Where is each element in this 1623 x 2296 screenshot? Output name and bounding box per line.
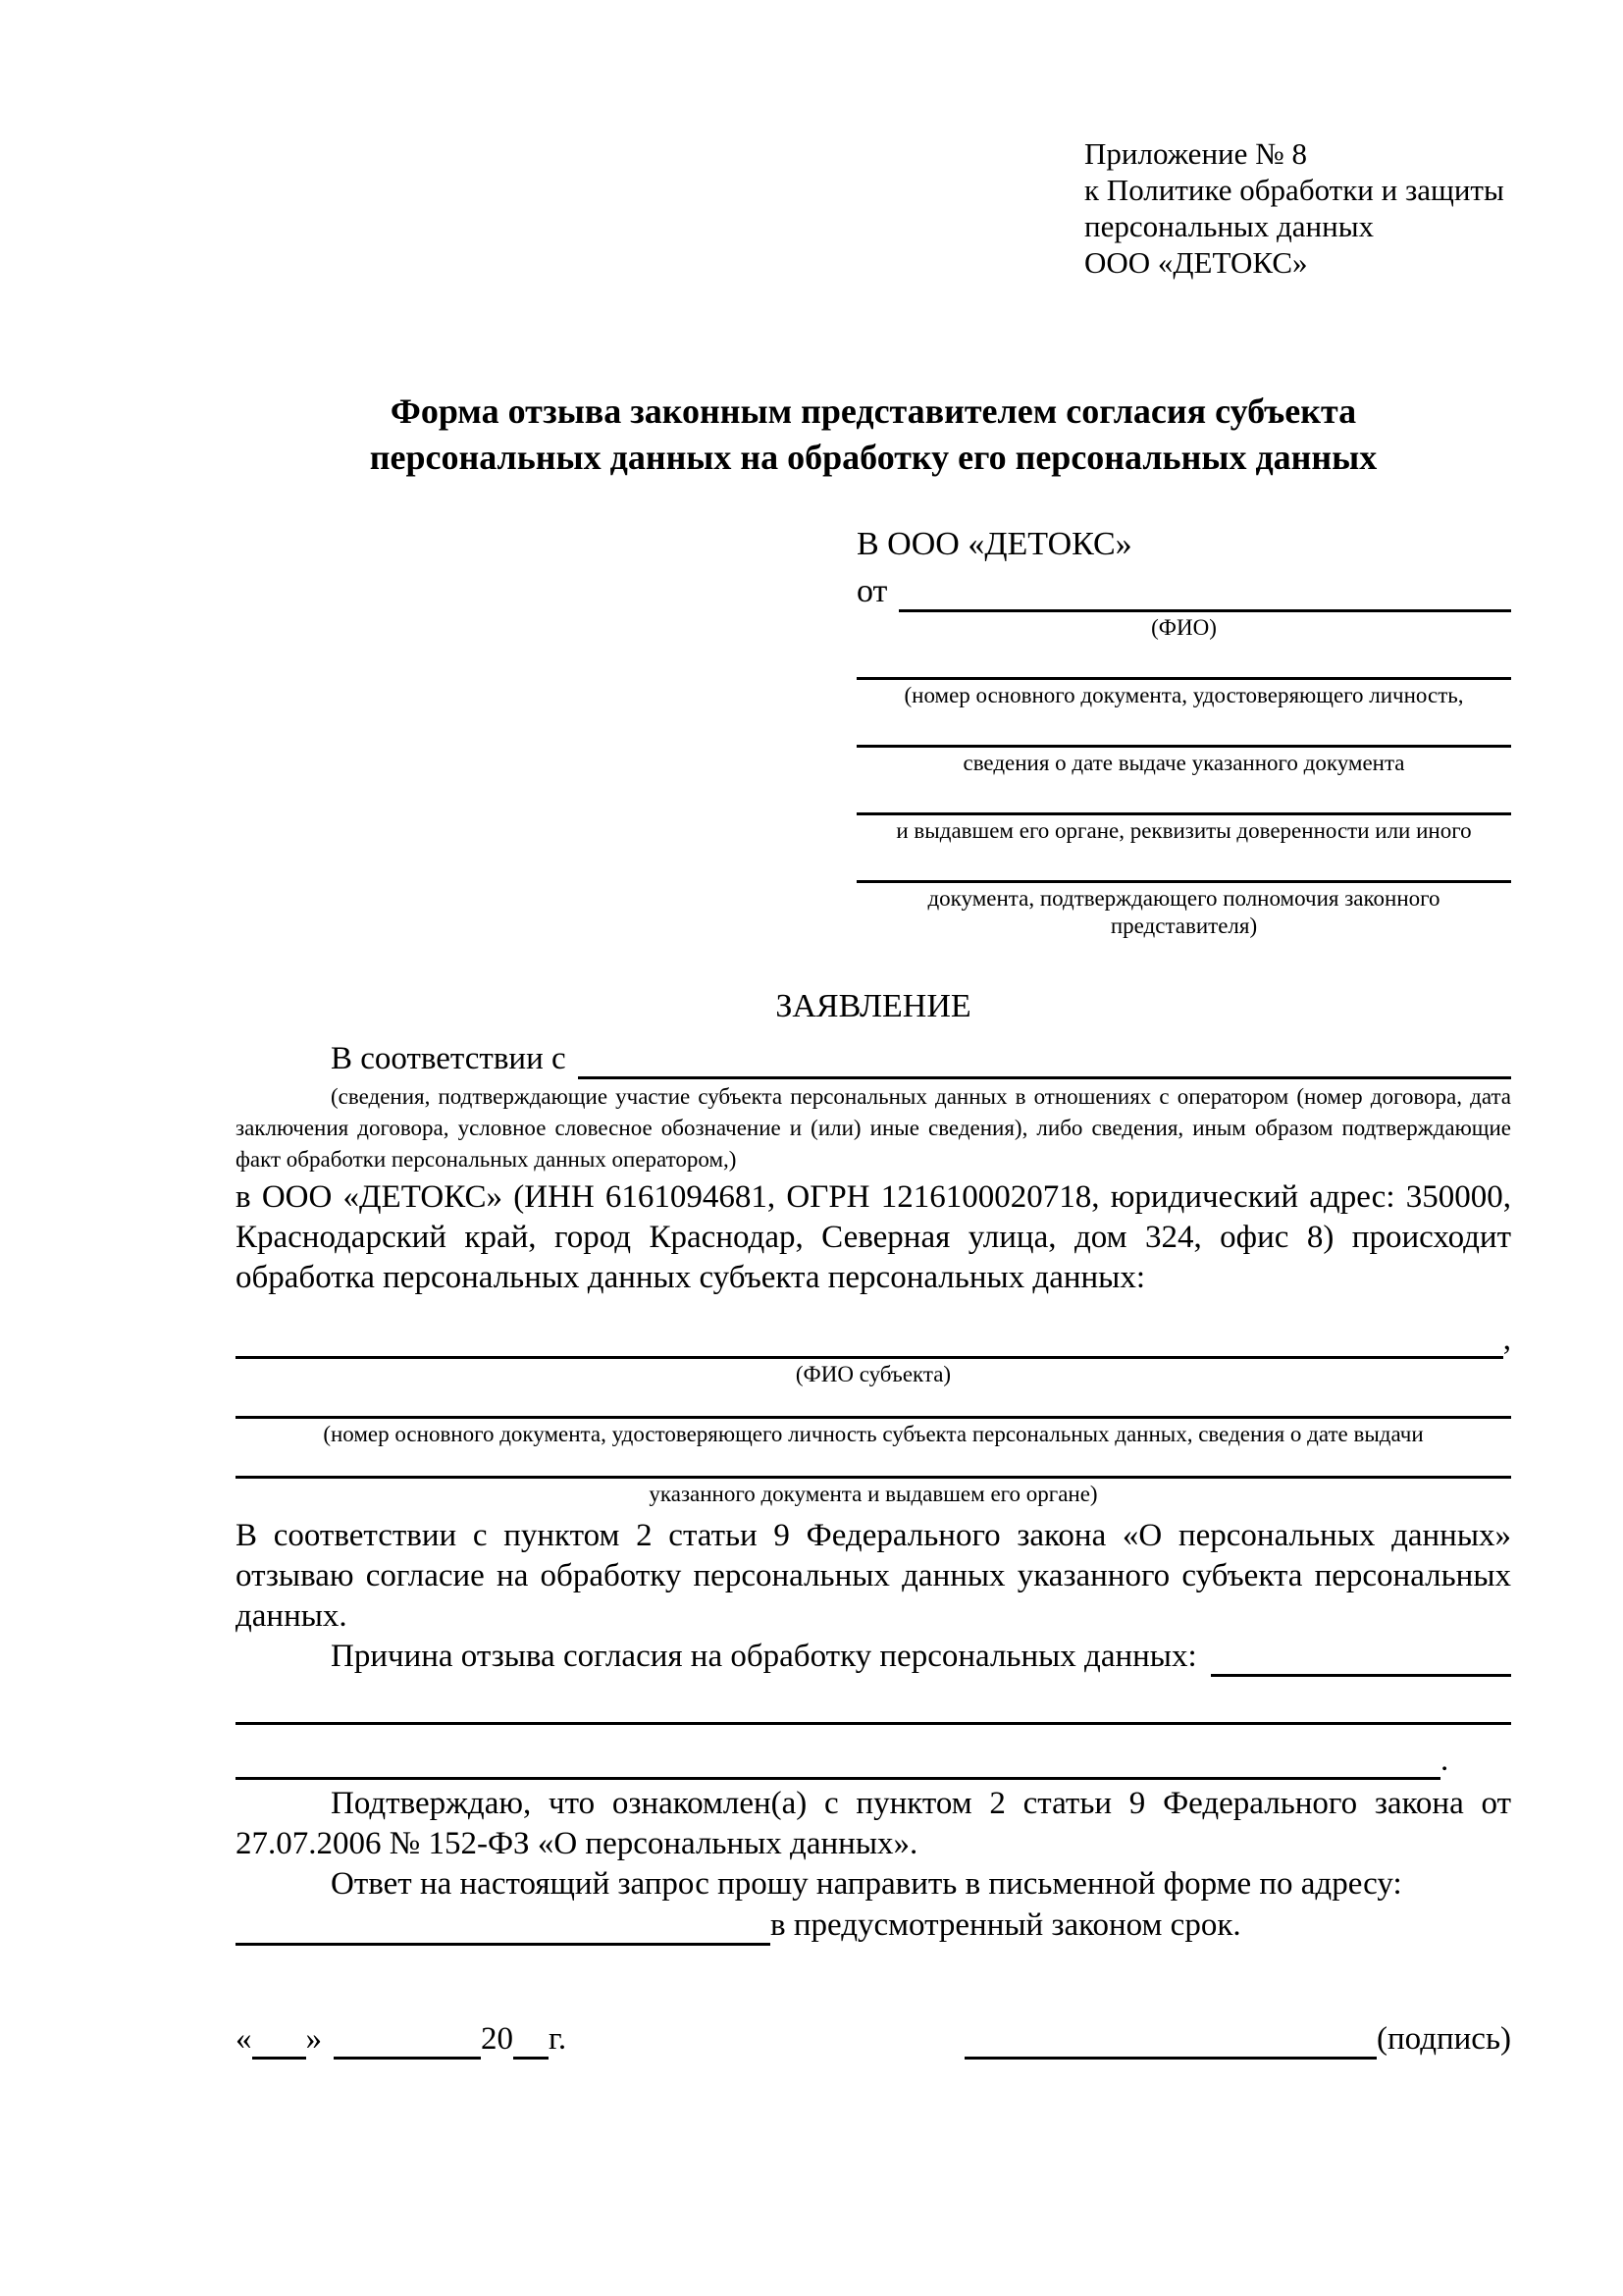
accordance-label: В соответствии с: [331, 1041, 566, 1076]
subject-fio-field[interactable]: [236, 1356, 1503, 1359]
subject-doc-field-2[interactable]: [236, 1476, 1511, 1479]
year-suffix: г.: [549, 2021, 567, 2057]
address-field[interactable]: [236, 1943, 770, 1946]
addressee-block: [857, 524, 1511, 940]
document-title: [236, 389, 1511, 481]
document-title-line-2: персональных данных на обработку его персональных данных: [369, 438, 1378, 477]
appendix-block: [1084, 135, 1511, 281]
appendix-line: персональных данных: [1084, 209, 1375, 243]
appendix-line: к Политике обработки и защиты: [1084, 173, 1504, 207]
quote-close: »: [305, 2021, 322, 2057]
signature-group: [965, 2018, 1511, 2060]
subject-fio-caption: (ФИО субъекта): [795, 1362, 952, 1386]
reason-label: Причина отзыва согласия на обработку персональных данных:: [331, 1639, 1197, 1674]
from-label: от: [857, 573, 888, 609]
issue-date-field[interactable]: [857, 745, 1511, 748]
addressee-to: В ООО «ДЕТОКС»: [857, 526, 1132, 562]
date-group: [236, 2018, 566, 2060]
appendix-line: ООО «ДЕТОКС»: [1084, 245, 1308, 280]
reply-paragraph: Ответ на настоящий запрос прошу направить в письменной форме по адресу:: [331, 1866, 1402, 1902]
reason-period: .: [1440, 1743, 1449, 1778]
confirm-paragraph: Подтверждаю, что ознакомлен(а) с пунктом 2 статьи 9 Федерального закона от 27.07.2006 № 152-ФЗ «О персональных данных».: [236, 1786, 1511, 1861]
law-paragraph: В соответствии с пунктом 2 статьи 9 Федерального закона «О персональных данных» отзываю согласие на обработку персональных данных указанного субъекта персональных данных.: [236, 1518, 1511, 1634]
reason-field-inline[interactable]: [1211, 1674, 1511, 1677]
reason-field-line-3[interactable]: [236, 1777, 1440, 1780]
authority-document-field[interactable]: [857, 880, 1511, 883]
reason-field-line-2[interactable]: [236, 1722, 1511, 1725]
signature-caption: (подпись): [1377, 2021, 1511, 2057]
representative-fio-field[interactable]: [899, 609, 1511, 612]
operator-paragraph: в ООО «ДЕТОКС» (ИНН 6161094681, ОГРН 1216100020718, юридический адрес: 350000, Краснодарский край, город Краснодар, Северная улица, дом 324, офис 8) происходит обработка персональных данных субъекта персональных данных:: [236, 1179, 1511, 1295]
accordance-row: [236, 1038, 1511, 1079]
fio-caption: (ФИО): [1151, 615, 1217, 640]
appendix-line: Приложение № 8: [1084, 136, 1307, 171]
subject-fio-comma: ,: [1502, 1322, 1511, 1357]
subject-doc-field-1[interactable]: [236, 1416, 1511, 1419]
document-title-line-1: Форма отзыва законным представителем согласия субъекта: [390, 391, 1357, 431]
signature-field[interactable]: [965, 2024, 1377, 2060]
issuing-authority-caption: и выдавшем его органе, реквизиты доверенности или иного: [896, 818, 1472, 843]
subject-fio-row: [236, 1320, 1511, 1359]
reason-row: [236, 1637, 1511, 1677]
doc-number-caption: (номер основного документа, удостоверяющего личность,: [904, 683, 1464, 707]
from-row: [857, 571, 1511, 612]
accordance-note: (сведения, подтверждающие участие субъекта персональных данных в отношениях с оператором (номер договора, дата заключения договора, условное словесное обозначение и (или) иные сведения), либо сведения, иным образом подтверждающие факт обработки персональных данных оператором,): [236, 1084, 1511, 1172]
quote-open: «: [236, 2021, 252, 2057]
issue-date-caption: сведения о дате выдаче указанного документа: [963, 751, 1405, 775]
date-day-field[interactable]: [252, 2024, 306, 2060]
doc-number-field[interactable]: [857, 677, 1511, 680]
accordance-basis-field[interactable]: [578, 1076, 1511, 1079]
subject-doc-caption-2: указанного документа и выдавшем его органе): [649, 1482, 1098, 1506]
statement-heading: ЗАЯВЛЕНИЕ: [775, 988, 971, 1024]
issuing-authority-field[interactable]: [857, 812, 1511, 815]
reason-row-3: [236, 1741, 1511, 1780]
reply-address-row: [236, 1905, 1511, 1946]
subject-doc-caption-1: (номер основного документа, удостоверяющего личность субъекта персональных данных, сведения о дате выдачи: [323, 1422, 1424, 1446]
year-prefix: 20: [481, 2021, 513, 2057]
date-month-field[interactable]: [334, 2024, 481, 2060]
reply-suffix: в предусмотренный законом срок.: [770, 1907, 1241, 1943]
authority-document-caption: документа, подтверждающего полномочия законного представителя): [927, 886, 1440, 938]
footer-row: [236, 2018, 1511, 2060]
date-year-field[interactable]: [513, 2024, 549, 2060]
